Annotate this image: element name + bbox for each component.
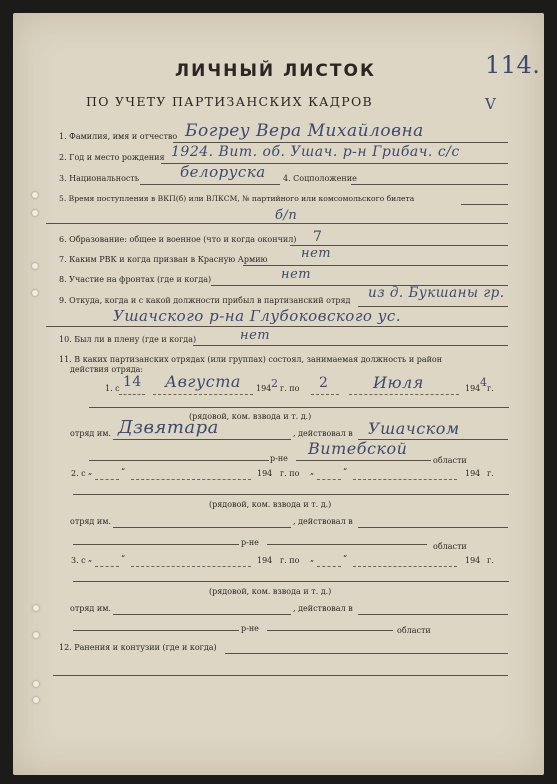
binder-hole bbox=[32, 263, 38, 269]
field-9-line-2 bbox=[46, 326, 508, 327]
entry-1-acted: , действовал в bbox=[293, 429, 353, 438]
field-7-line bbox=[243, 265, 508, 266]
field-12-label: 12. Ранения и контузии (где и когда) bbox=[59, 643, 217, 652]
entry-1-oblast-line bbox=[296, 460, 431, 461]
field-4-label: 4. Соцположение bbox=[283, 174, 357, 183]
entry-3-day-line bbox=[95, 566, 119, 567]
entry-3-quote-3: „ bbox=[310, 554, 315, 563]
form-sheet bbox=[13, 13, 544, 775]
field-8-value: нет bbox=[281, 267, 312, 282]
entry-3-rn: р-не bbox=[241, 624, 259, 633]
entry-3-month2-line bbox=[353, 566, 457, 567]
entry-3-year-to: 194 bbox=[465, 556, 481, 565]
field-10-value: нет bbox=[240, 328, 271, 343]
entry-1-month-line bbox=[153, 394, 253, 395]
field-6-value: 7 bbox=[313, 229, 323, 245]
entry-1-month2-line bbox=[349, 394, 459, 395]
field-5-line-2 bbox=[46, 223, 508, 224]
binder-hole bbox=[32, 192, 38, 198]
field-2-value: 1924. Вит. об. Ушач. р-н Грибач. с/с bbox=[171, 144, 460, 160]
entry-2-rank-hint: (рядовой, ком. взвода и т. д.) bbox=[209, 500, 332, 509]
entry-3-quote-4: “ bbox=[343, 554, 348, 563]
entry-3-otryad-line bbox=[113, 614, 291, 615]
entry-2-day2-line bbox=[317, 479, 341, 480]
entry-3-oblast-line bbox=[267, 630, 393, 631]
entry-3-quote-2: “ bbox=[121, 554, 126, 563]
entry-2-quote-2: “ bbox=[121, 467, 126, 476]
field-1-value: Богреу Вера Михайловна bbox=[185, 121, 424, 141]
field-9-value-2: Ушачского р-на Глубоковского ус. bbox=[113, 307, 402, 325]
entry-1-month2: Июля bbox=[373, 373, 424, 392]
field-6-label: 6. Образование: общее и военное (что и когда окончил) bbox=[59, 235, 297, 244]
entry-1-rank-hint: (рядовой, ком. взвода и т. д.) bbox=[189, 412, 312, 421]
entry-1-rn-line bbox=[89, 460, 269, 461]
field-10-label: 10. Был ли в плену (где и когда) bbox=[59, 335, 197, 344]
field-7-value: нет bbox=[301, 246, 332, 261]
entry-3-rn-line bbox=[73, 630, 239, 631]
field-9-value-1: из д. Букшаны гр. bbox=[368, 285, 505, 301]
entry-2-oblast-line bbox=[267, 544, 427, 545]
form-title: ЛИЧНЫЙ ЛИСТОК bbox=[175, 61, 376, 81]
entry-3-year-from: 194 bbox=[257, 556, 273, 565]
field-1-line bbox=[173, 142, 508, 143]
entry-1-year-to-digit: 4 bbox=[480, 376, 488, 389]
entry-3-month-line bbox=[131, 566, 251, 567]
field-5-label: 5. Время поступления в ВКП(б) или ВЛКСМ, № партийного или комсомольского билета bbox=[59, 194, 415, 203]
entry-2-rn-line bbox=[73, 544, 239, 545]
entry-3-acted-line bbox=[358, 614, 508, 615]
entry-1-acted-value: Ушачском bbox=[368, 419, 460, 438]
check-mark: V bbox=[485, 95, 497, 113]
entry-1-oblast: области bbox=[433, 456, 467, 465]
field-3-label: 3. Национальность bbox=[59, 174, 140, 183]
entry-1-day: 14 bbox=[123, 374, 142, 390]
entry-1-oblast-value: Витебской bbox=[308, 439, 408, 458]
field-10-line bbox=[193, 345, 508, 346]
entry-2-acted-line bbox=[358, 527, 508, 528]
entry-3-to: г. по bbox=[280, 556, 300, 565]
binder-hole bbox=[32, 210, 38, 216]
binder-hole bbox=[33, 681, 39, 687]
entry-2-otryad-line bbox=[113, 527, 291, 528]
entry-2-month2-line bbox=[353, 479, 457, 480]
entry-3-otryad-label: отряд им. bbox=[70, 604, 111, 613]
entry-2-quote-3: „ bbox=[310, 467, 315, 476]
binder-hole bbox=[32, 290, 38, 296]
binder-hole bbox=[33, 632, 39, 638]
entry-1-otryad-label: отряд им. bbox=[70, 429, 111, 438]
sheet-number: 114. bbox=[485, 51, 541, 79]
entry-2-month-line bbox=[131, 479, 251, 480]
entry-1-from: 1. с bbox=[105, 384, 120, 393]
field-12-line-2 bbox=[53, 675, 508, 676]
field-7-label: 7. Каким РВК и когда призван в Красную Армию bbox=[59, 255, 268, 264]
entry-3-from: 3. с bbox=[71, 556, 86, 565]
entry-2-quote-1: „ bbox=[88, 467, 93, 476]
entry-3-g: г. bbox=[487, 556, 494, 565]
field-11-label: 11. В каких партизанских отрядах (или группах) состоял, занимаемая должность и район bbox=[59, 355, 443, 364]
entry-1-to: г. по bbox=[280, 384, 300, 393]
field-12-line bbox=[225, 653, 508, 654]
entry-1-year-to: 194 bbox=[465, 384, 481, 393]
entry-1-year-from-digit: 2 bbox=[271, 377, 279, 390]
field-11-label-2: действия отряда: bbox=[70, 365, 144, 374]
binder-hole bbox=[33, 697, 39, 703]
field-3-line bbox=[140, 184, 280, 185]
entry-2-acted: , действовал в bbox=[293, 517, 353, 526]
entry-2-day-line bbox=[95, 479, 119, 480]
entry-1-otryad-value: Дзвятара bbox=[118, 417, 219, 438]
field-5-value: б/п bbox=[275, 208, 298, 223]
entry-2-year-to: 194 bbox=[465, 469, 481, 478]
entry-2-otryad-label: отряд им. bbox=[70, 517, 111, 526]
entry-1-rn: р-не bbox=[270, 454, 288, 463]
entry-1-rank-line bbox=[89, 407, 509, 408]
entry-1-year-from: 194 bbox=[256, 384, 272, 393]
entry-1-otryad-line bbox=[113, 439, 291, 440]
field-9-label: 9. Откуда, когда и с какой должности прибыл в партизанский отряд bbox=[59, 296, 351, 305]
entry-1-month: Августа bbox=[165, 372, 241, 391]
entry-3-rank-line bbox=[73, 581, 509, 582]
field-2-label: 2. Год и место рождения bbox=[59, 153, 165, 162]
field-3-value: белоруска bbox=[180, 163, 266, 181]
field-4-line bbox=[351, 184, 508, 185]
entry-3-day2-line bbox=[317, 566, 341, 567]
entry-2-g: г. bbox=[487, 469, 494, 478]
entry-3-acted: , действовал в bbox=[293, 604, 353, 613]
entry-1-day-line bbox=[119, 394, 145, 395]
entry-2-from: 2. с bbox=[71, 469, 86, 478]
entry-1-day2-line bbox=[311, 394, 339, 395]
binder-hole bbox=[33, 605, 39, 611]
entry-2-rank-line bbox=[73, 494, 509, 495]
entry-3-rank-hint: (рядовой, ком. взвода и т. д.) bbox=[209, 587, 332, 596]
entry-2-oblast: области bbox=[433, 542, 467, 551]
field-1-label: 1. Фамилия, имя и отчество bbox=[59, 132, 178, 141]
field-8-label: 8. Участие на фронтах (где и когда) bbox=[59, 275, 212, 284]
form-subtitle: ПО УЧЕТУ ПАРТИЗАНСКИХ КАДРОВ bbox=[86, 94, 374, 109]
entry-1-g: г. bbox=[487, 384, 494, 393]
entry-2-year-from: 194 bbox=[257, 469, 273, 478]
entry-2-quote-4: “ bbox=[343, 467, 348, 476]
entry-3-oblast: области bbox=[397, 626, 431, 635]
entry-2-rn: р-не bbox=[241, 538, 259, 547]
entry-1-day2: 2 bbox=[319, 375, 329, 391]
entry-2-to: г. по bbox=[280, 469, 300, 478]
field-5-line bbox=[461, 204, 508, 205]
entry-3-quote-1: „ bbox=[88, 554, 93, 563]
